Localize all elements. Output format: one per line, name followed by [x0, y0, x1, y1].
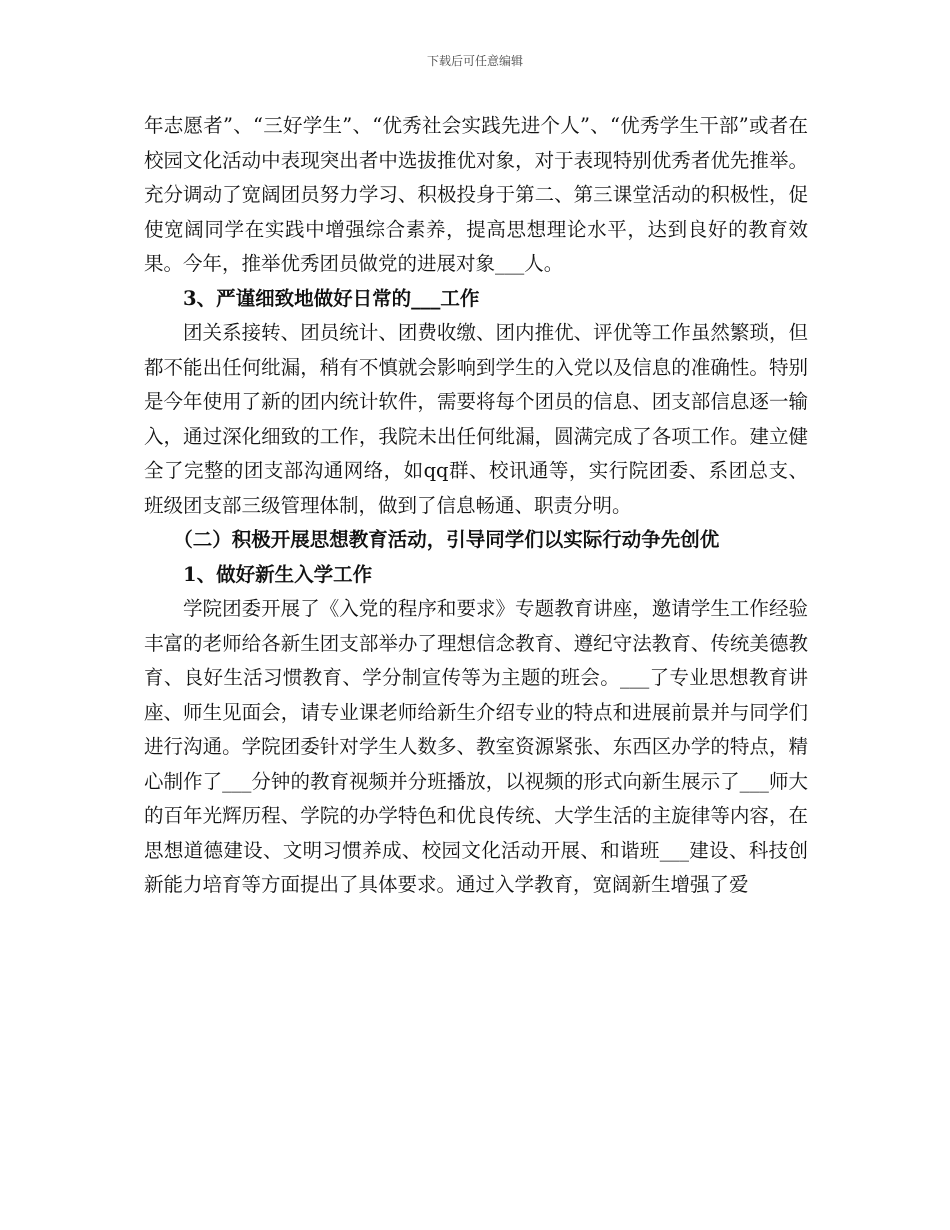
subheading-daily-work: 3、严谨细致地做好日常的___工作: [183, 286, 480, 310]
document-body: [144, 109, 808, 903]
paragraph-league-relations: 团关系接转、团员统计、团费收缴、团内推优、评优等工作虽然繁琐，但都不能出任何纰漏，稍有不慎就会影响到学生的入党以及信息的准确性。特别是今年使用了新的团内统计软件，需要将每个团员的信息、团支部信息逐一输入，通过深化细致的工作，我院未出任何纰漏，圆满完成了各项工作。建立健全了完整的团支部沟通网络，如qq群、校讯通等，实行院团委、系团总支、班级团支部三级管理体制，做到了信息畅通、职责分明。: [144, 321, 808, 517]
page-header: 下载后可任意编辑: [426, 54, 523, 68]
subheading-freshman-enrollment: 1、做好新生入学工作: [183, 562, 373, 586]
paragraph-continued: 年志愿者”、“三好学生”、“优秀社会实践先进个人”、“优秀学生干部”或者在校园文化活动中表现突出者中选拔推优对象，对于表现特别优秀者优先推举。充分调动了宽阔团员努力学习、积极投身于第二、第三课堂活动的积极性，促使宽阔同学在实践中增强综合素养，提高思想理论水平，达到良好的教育效果。今年，推举优秀团员做党的进展对象___人。: [144, 114, 808, 275]
paragraph-freshman-education: 学院团委开展了《入党的程序和要求》专题教育讲座，邀请学生工作经验丰富的老师给各新生团支部举办了理想信念教育、遵纪守法教育、传统美德教育、良好生活习惯教育、学分制宣传等为主题的班会。___了专业思想教育讲座、师生见面会，请专业课老师给新生介绍专业的特点和进展前景并与同学们进行沟通。学院团委针对学生人数多、教室资源紧张、东西区办学的特点，精心制作了___分钟的教育视频并分班播放，以视频的形式向新生展示了___师大的百年光辉历程、学院的办学特色和优良传统、大学生活的主旋律等内容，在思想道德建设、文明习惯养成、校园文化活动开展、和谐班___建设、科技创新能力培育等方面提出了具体要求。通过入学教育，宽阔新生增强了爱: [144, 597, 808, 896]
section-heading-ideological-education: （二）积极开展思想教育活动，引导同学们以实际行动争先创优: [173, 528, 720, 551]
